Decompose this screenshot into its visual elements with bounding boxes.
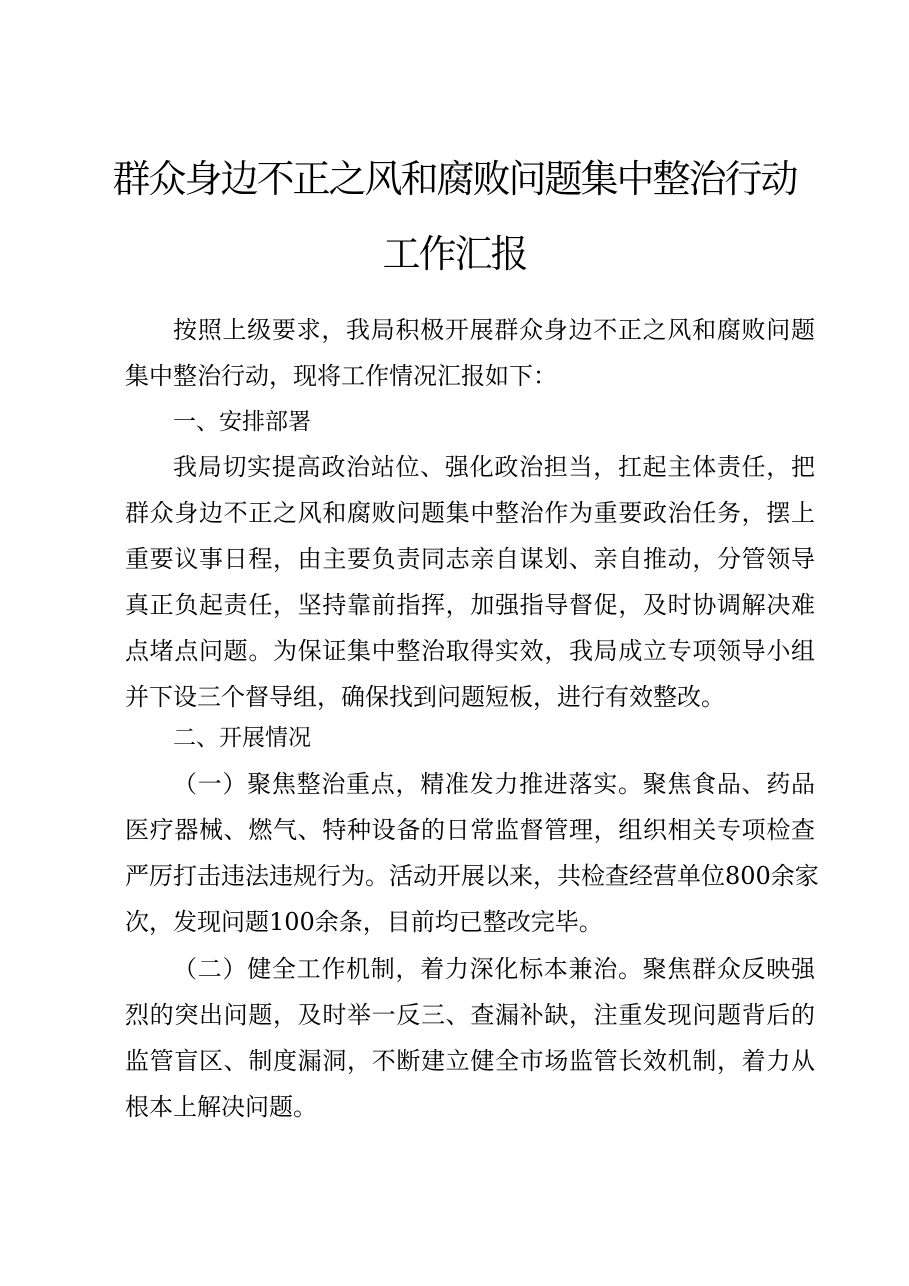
subsection1-line-1: （一）聚焦整治重点，精准发力推进落实。聚焦食品、药品 [173,770,815,798]
section1-line-3: 重要议事日程，由主要负责同志亲自谋划、亲自推动，分管领导 [125,545,815,573]
subsection1-line-3: 严厉打击违法违规行为。活动开展以来，共检查经营单位800余家 [125,862,819,890]
subsection1-line-4: 次，发现问题100余条，目前均已整改完毕。 [125,908,603,936]
section1-line-5: 点堵点问题。为保证集中整治取得实效，我局成立专项领导小组 [125,637,815,665]
section1-line-4: 真正负起责任，坚持靠前指挥，加强指导督促，及时协调解决难 [125,591,815,619]
subsection2-line-4: 根本上解决问题。 [125,1093,317,1121]
document-title-line-2: 工作汇报 [382,232,527,276]
intro-line-2: 集中整治行动，现将工作情况汇报如下： [125,362,557,390]
subsection2-line-1: （二）健全工作机制，着力深化标本兼治。聚焦群众反映强 [173,955,815,983]
section-heading-progress: 二、开展情况 [173,725,311,751]
document-title-line-1: 群众身边不正之风和腐败问题集中整治行动 [112,157,797,201]
section1-line-6: 并下设三个督导组，确保找到问题短板，进行有效整改。 [125,683,725,711]
section1-line-1: 我局切实提高政治站位、强化政治担当，扛起主体责任，把 [173,453,815,481]
intro-line-1: 按照上级要求，我局积极开展群众身边不正之风和腐败问题 [173,316,815,344]
section-heading-arrangement: 一、安排部署 [173,409,311,435]
subsection1-line-2: 医疗器械、燃气、特种设备的日常监督管理，组织相关专项检查 [125,816,815,844]
section1-line-2: 群众身边不正之风和腐败问题集中整治作为重要政治任务，摆上 [125,499,815,527]
subsection2-line-2: 烈的突出问题，及时举一反三、查漏补缺，注重发现问题背后的 [125,1001,815,1029]
subsection2-line-3: 监管盲区、制度漏洞，不断建立健全市场监管长效机制，着力从 [125,1047,815,1075]
